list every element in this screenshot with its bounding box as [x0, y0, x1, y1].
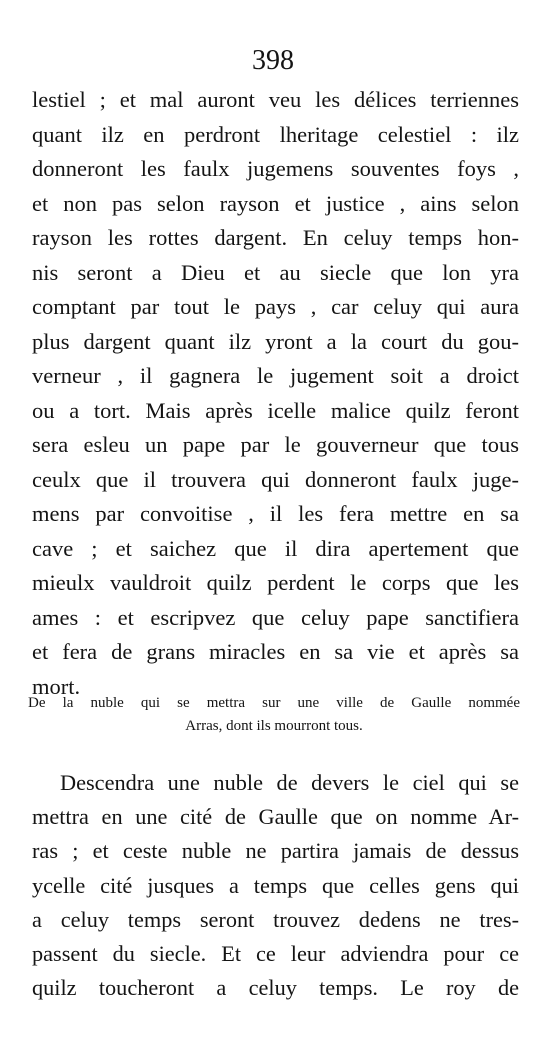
- text-line: passent du siecle. Et ce leur adviendra pour ce: [32, 940, 519, 966]
- text-line: ycelle cité jusques a temps que celles gens qui: [32, 872, 519, 898]
- text-line: lestiel ; et mal auront veu les délices terriennes: [32, 87, 519, 112]
- text-line: quant ilz en perdront lheritage celestiel : ilz: [32, 121, 519, 147]
- text-line: plus dargent quant ilz yront a la court du gou-: [32, 328, 519, 354]
- text-line: ou a tort. Mais après icelle malice quilz feront: [32, 397, 519, 423]
- text-line: ceulx que il trouvera qui donneront faulx juge-: [32, 466, 519, 492]
- text-line: ames : et escripvez que celuy pape sanctifiera: [32, 604, 519, 630]
- text-line: comptant par tout le pays , car celuy qui aura: [32, 294, 519, 319]
- section-heading: [28, 692, 520, 738]
- text-line: mort.: [32, 673, 81, 699]
- text-line: sera esleu un pape par le gouverneur que tous: [32, 432, 519, 457]
- text-line: cave ; et saichez que il dira apertement que: [32, 535, 519, 561]
- page-number: 398: [252, 45, 294, 76]
- text-line: a celuy temps seront trouvez dedens ne tres-: [32, 906, 519, 932]
- text-line: Descendra une nuble de devers le ciel qui se: [60, 770, 519, 795]
- text-line: et fera de grans miracles en sa vie et après sa: [32, 639, 519, 664]
- text-line: mieulx vauldroit quilz perdent le corps que les: [32, 570, 519, 595]
- text-line: donneront les faulx jugemens souventes foys ,: [32, 156, 519, 181]
- text-line: et non pas selon rayson et justice , ains selon: [32, 190, 519, 216]
- text-line: ras ; et ceste nuble ne partira jamais de dessus: [32, 838, 519, 864]
- text-line: mens par convoitise , il les fera mettre en sa: [32, 501, 519, 526]
- text-line: verneur , il gagnera le jugement soit a droict: [32, 363, 519, 388]
- heading-line: Arras, dont ils mourront tous.: [185, 718, 363, 734]
- text-line: quilz toucheront a celuy temps. Le roy de: [32, 975, 519, 1001]
- paragraph-2: [32, 766, 519, 1005]
- text-line: nis seront a Dieu et au siecle que lon yra: [32, 259, 519, 285]
- text-line: mettra en une cité de Gaulle que on nomme Ar-: [32, 804, 519, 830]
- text-line: rayson les rottes dargent. En celuy temps hon-: [32, 225, 519, 250]
- paragraph-1: [32, 83, 519, 704]
- heading-line: De la nuble qui se mettra sur une ville de Gaulle nommée: [28, 695, 520, 711]
